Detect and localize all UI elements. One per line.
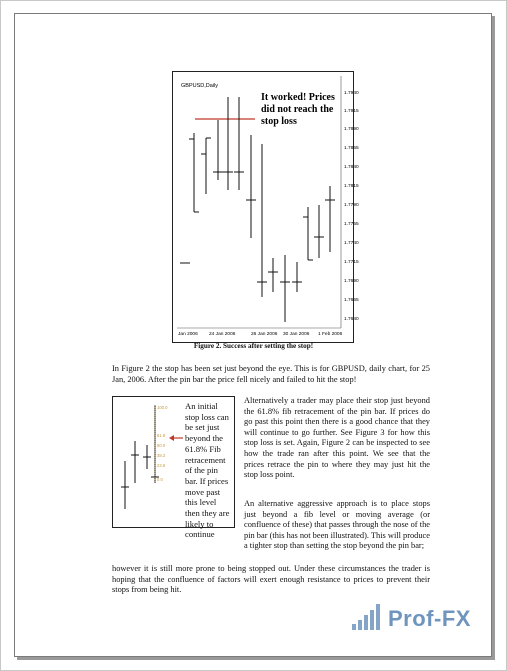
ohlc-bar [223, 97, 233, 190]
fib-labels [157, 405, 168, 482]
price-tick: 1.7915 [344, 109, 359, 114]
ohlc-bar [189, 133, 199, 212]
price-tick: 1.7815 [344, 184, 359, 189]
price-tick: 1.7940 [344, 91, 359, 96]
ohlc-bar [201, 138, 211, 194]
price-tick: 1.7840 [344, 165, 359, 170]
ohlc-bar [292, 262, 302, 292]
price-tick: 1.7865 [344, 146, 359, 151]
price-tick: 1.7715 [344, 260, 359, 265]
ohlc-bar [303, 207, 313, 260]
red-arrow-icon [169, 435, 183, 441]
figure-3-callout: An initial stop loss can be set just beyond the 61.8% Fib retracement of the pin bar. If prices move past this level then they are likely to continue [185, 401, 230, 540]
ohlc-bar [234, 97, 244, 190]
figure-2-caption: Figure 2. Success after setting the stop! [193, 342, 314, 350]
price-tick: 1.7740 [344, 241, 359, 246]
date-tick: 30 Jan 2006 [283, 332, 310, 337]
figure-3-chart [112, 396, 235, 540]
ohlc-bar [325, 186, 335, 252]
ohlc-bar [143, 445, 151, 469]
fib-label: 38.2 [157, 453, 166, 458]
date-tick: 24 Jan 2006 [209, 332, 236, 337]
ohlc-bar [268, 258, 278, 292]
price-tick: 1.7890 [344, 127, 359, 132]
annotation-line-3: stop loss [261, 116, 297, 127]
fib-label: 100.0 [157, 405, 168, 410]
figure-2-svg [173, 72, 359, 342]
fib-label: 50.0 [157, 443, 166, 448]
fig3-ohlc-bars [121, 405, 159, 509]
paragraph-2: Alternatively a trader may place their stop just beyond the 61.8% fib retracement of the pin bar. If prices do go past this point then there is a good chance that they will continue to go further. See Figure 3 for how this stop loss is set. Again, Figure 2 can be inspected to see how the trade ran after this point. We see that the prices retrace the pin to where they may just hit the stop loss point. [244, 396, 430, 480]
fib-label: 23.6 [157, 463, 166, 468]
logo-text: Prof-FX [388, 606, 471, 631]
paragraph-1: In Figure 2 the stop has been set just beyond the eye. This is for GBPUSD, daily chart, for 25 Jan, 2006. After the pin bar the price fell nicely and failed to hit the stop! [112, 364, 430, 384]
chart-symbol: GBPUSD,Daily [181, 83, 218, 89]
ohlc-bar [121, 461, 129, 509]
price-tick: 1.7665 [344, 298, 359, 303]
date-tick: 26 Jan 2006 [251, 332, 278, 337]
price-tick: 1.7690 [344, 279, 359, 284]
annotation-line-1: It worked! Prices [261, 92, 335, 103]
price-tick: 1.7790 [344, 203, 359, 208]
ohlc-bar [213, 120, 223, 180]
annotation-line-2: did not reach the [261, 104, 334, 115]
fib-label: 0.0 [157, 477, 163, 482]
paragraph-3: An alternative aggressive approach is to place stops just beyond a fib level or moving average (or confluence of these) that passes through the nose of the pin bar (this has not been illustrated). This will produce a tighter stop than setting the stop beyond the pin bar; [244, 499, 430, 551]
date-tick-labels [178, 331, 343, 337]
price-tick: 1.7765 [344, 222, 359, 227]
ohlc-bar [131, 441, 139, 483]
ohlc-bar [246, 135, 256, 238]
figure-2-chart [172, 71, 359, 343]
fib-label: 61.8 [157, 433, 166, 438]
paragraph-4: however it is still more prone to being stopped out. Under these circumstances the trader is hoping that the confluence of factors will exert enough resistance to prices to prevent their stops from being hit. [112, 564, 430, 595]
ohlc-bar [280, 255, 290, 322]
date-tick: Jan 2006 [178, 332, 198, 337]
price-tick: 1.7640 [344, 317, 359, 322]
date-tick: 1 Feb 2006 [318, 332, 343, 337]
ohlc-bars [180, 97, 335, 322]
ohlc-bar [314, 205, 324, 258]
ohlc-bar [257, 144, 267, 297]
